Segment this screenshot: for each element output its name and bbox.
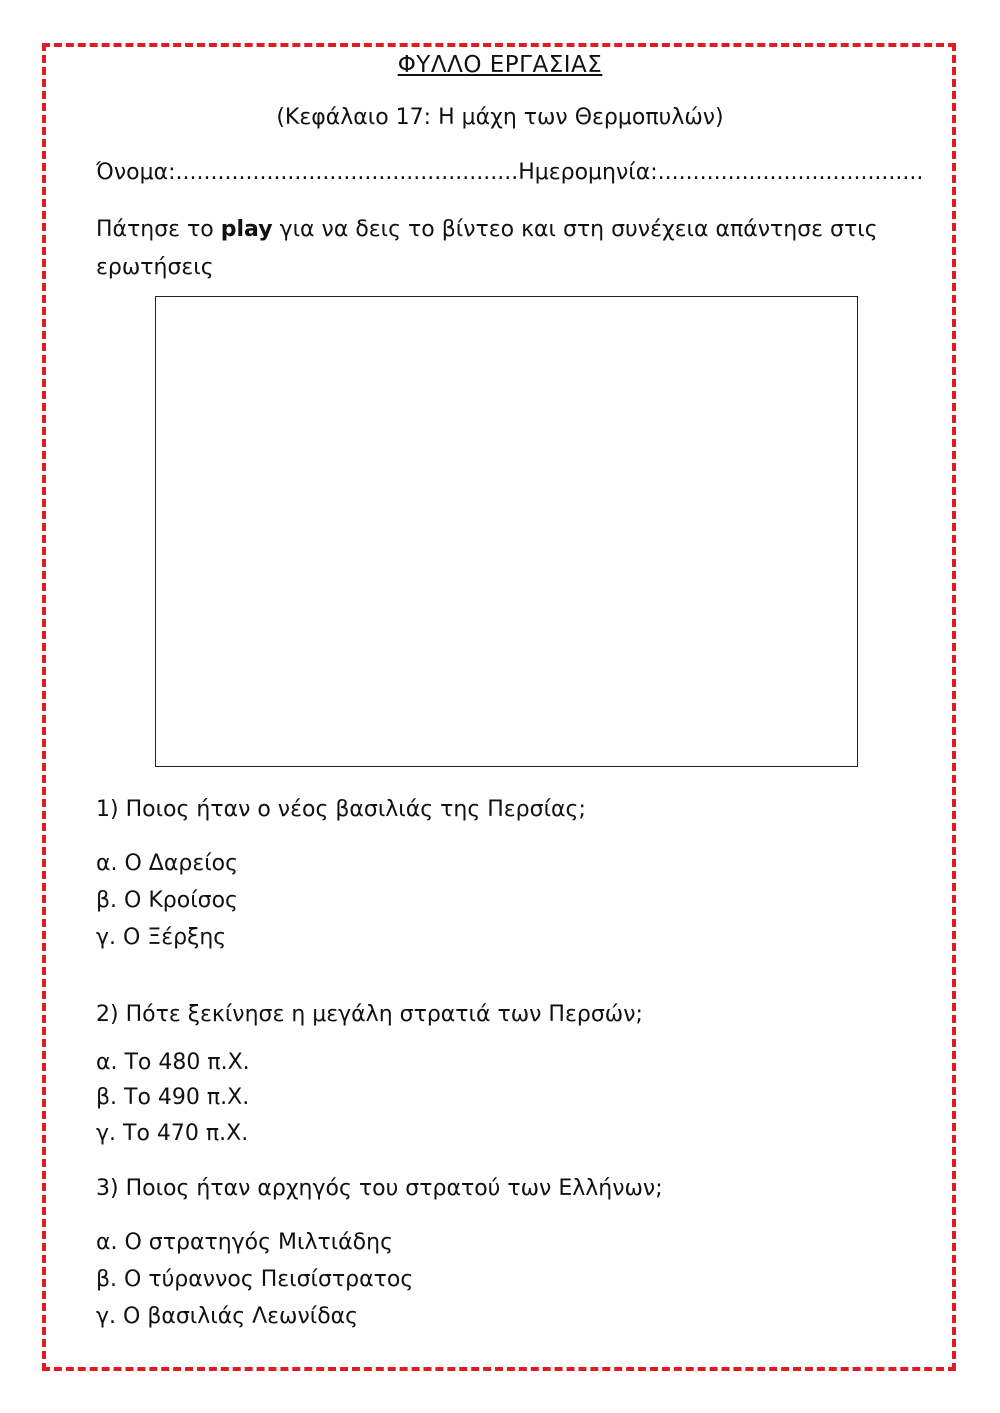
name-date-line: [96, 160, 924, 185]
name-field[interactable]: Όνομα:.................................................: [96, 160, 519, 185]
worksheet-subtitle: (Κεφάλαιο 17: Η μάχη των Θερμοπυλών): [276, 105, 724, 130]
worksheet-title: ΦΥΛΛΟ ΕΡΓΑΣΙΑΣ: [397, 52, 603, 78]
instructions-text-after: για να δεις το βίντεο και στη συνέχεια απάντησε στις ερωτήσεις: [96, 217, 878, 280]
video-embed-area[interactable]: [155, 296, 858, 767]
question-3-option-a[interactable]: α. Ο στρατηγός Μιλτιάδης: [96, 1230, 393, 1255]
question-1-option-b[interactable]: β. Ο Κροίσος: [96, 888, 238, 913]
question-3-option-b[interactable]: β. Ο τύραννος Πεισίστρατος: [96, 1267, 414, 1292]
instructions-text-before: Πάτησε το: [96, 217, 221, 242]
question-1-option-c[interactable]: γ. Ο Ξέρξης: [96, 925, 227, 950]
question-3-option-c[interactable]: γ. Ο βασιλιάς Λεωνίδας: [96, 1304, 359, 1329]
play-keyword: play: [220, 217, 273, 242]
question-1-option-a[interactable]: α. Ο Δαρείος: [96, 851, 239, 876]
question-1: 1) Ποιος ήταν ο νέος βασιλιάς της Περσίας;: [96, 797, 586, 822]
question-3: 3) Ποιος ήταν αρχηγός του στρατού των Ελλήνων;: [96, 1176, 663, 1201]
question-2: 2) Πότε ξεκίνησε η μεγάλη στρατιά των Περσών;: [96, 1002, 643, 1027]
instructions: [96, 211, 906, 287]
question-2-option-c[interactable]: γ. Το 470 π.Χ.: [96, 1121, 249, 1146]
date-field[interactable]: Ημερομηνία:......................................: [518, 160, 924, 185]
question-2-option-a[interactable]: α. Το 480 π.Χ.: [96, 1050, 250, 1075]
question-2-option-b[interactable]: β. Το 490 π.Χ.: [96, 1085, 250, 1110]
